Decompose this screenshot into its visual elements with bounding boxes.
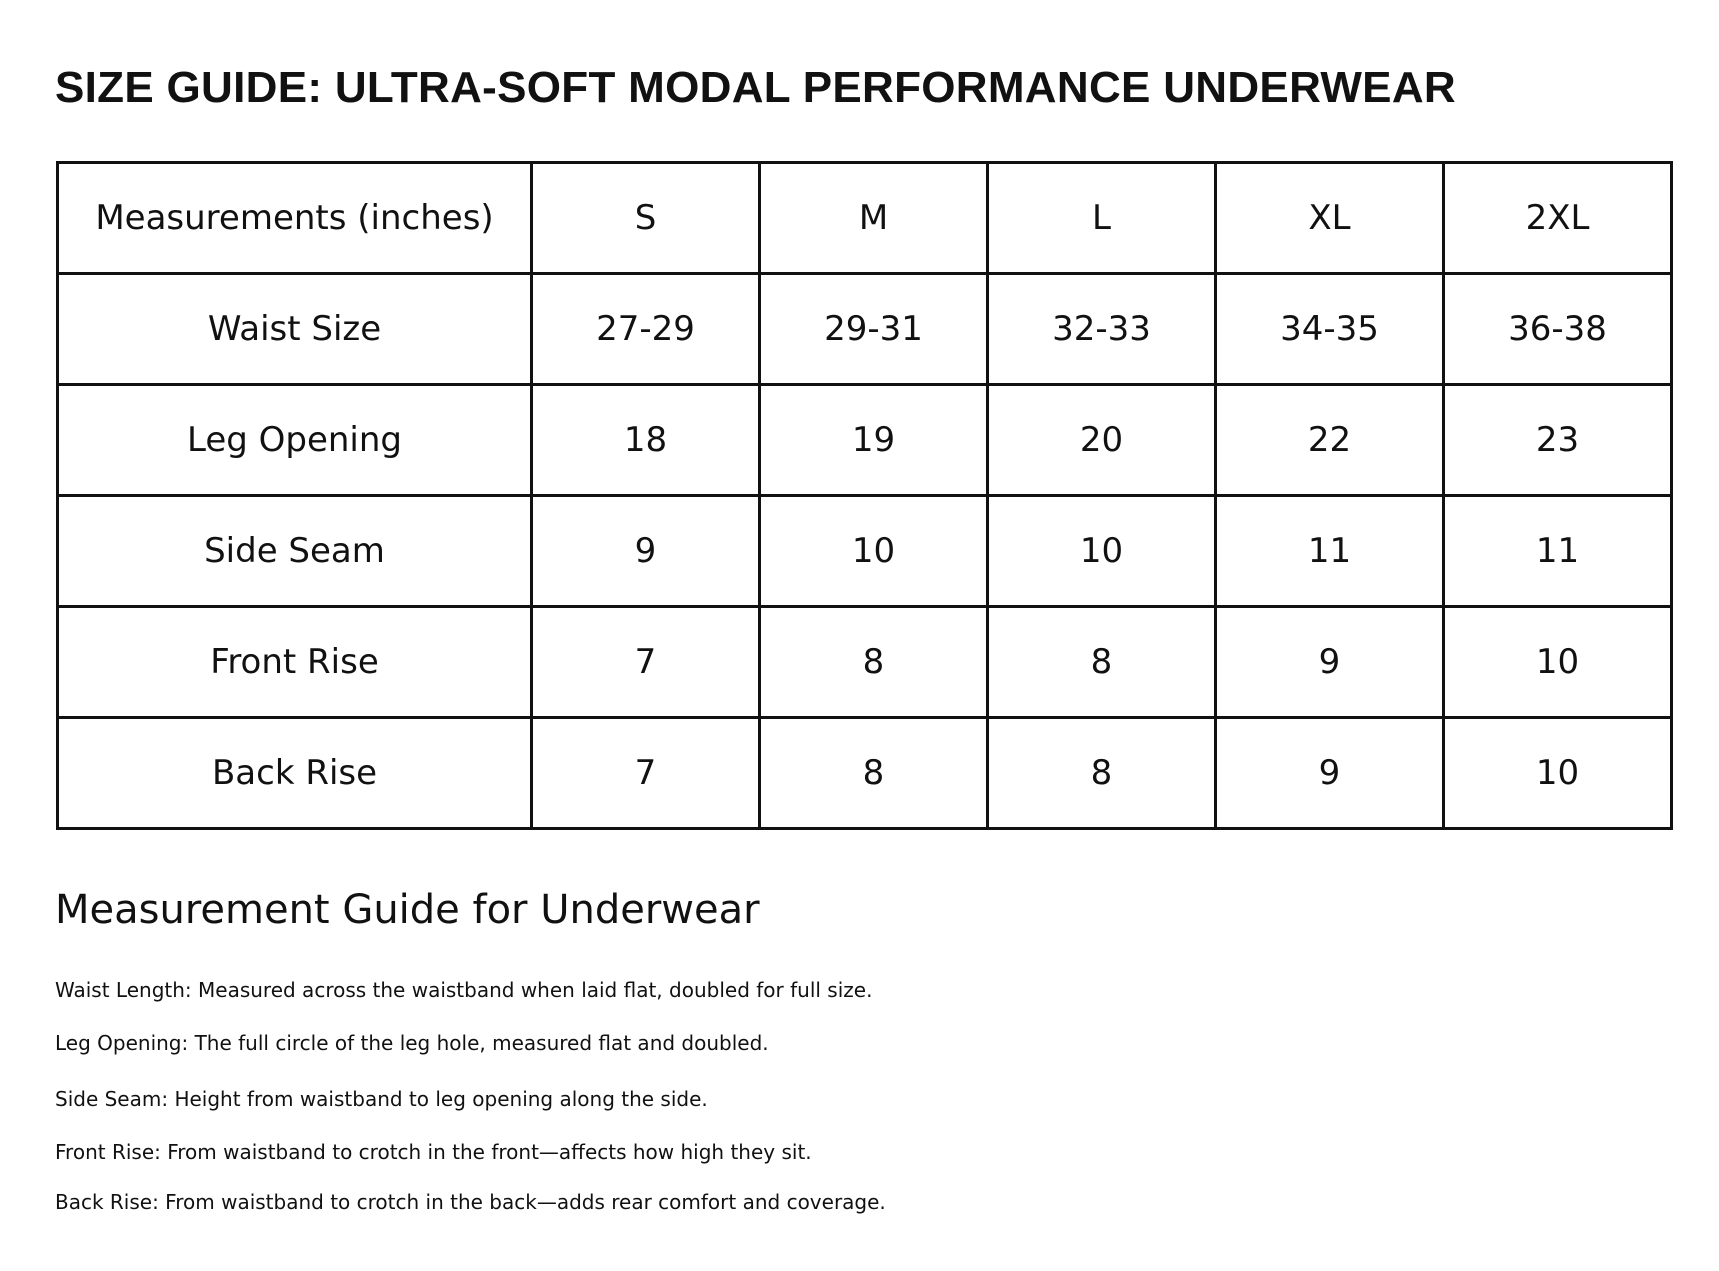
row-label: Back Rise <box>58 718 532 829</box>
measurement-guide-title: Measurement Guide for Underwear <box>55 887 760 933</box>
table-cell: 32-33 <box>988 274 1216 385</box>
header-size-xl: XL <box>1216 163 1444 274</box>
table-cell: 23 <box>1444 385 1672 496</box>
table-row-leg-opening <box>58 385 1672 496</box>
guide-line-side-seam: Side Seam: Height from waistband to leg opening along the side. <box>55 1087 708 1111</box>
guide-line-back-rise: Back Rise: From waistband to crotch in the back—adds rear comfort and coverage. <box>55 1190 886 1214</box>
table-cell: 36-38 <box>1444 274 1672 385</box>
header-size-2xl: 2XL <box>1444 163 1672 274</box>
size-table <box>56 161 1673 830</box>
table-cell: 7 <box>532 607 760 718</box>
table-cell: 27-29 <box>532 274 760 385</box>
header-size-m: M <box>760 163 988 274</box>
guide-line-leg-opening: Leg Opening: The full circle of the leg hole, measured flat and doubled. <box>55 1031 769 1055</box>
table-cell: 18 <box>532 385 760 496</box>
table-cell: 11 <box>1216 496 1444 607</box>
table-cell: 22 <box>1216 385 1444 496</box>
table-cell: 9 <box>1216 718 1444 829</box>
table-cell: 10 <box>1444 607 1672 718</box>
header-measurements: Measurements (inches) <box>58 163 532 274</box>
table-cell: 8 <box>760 607 988 718</box>
table-row-back-rise <box>58 718 1672 829</box>
table-cell: 10 <box>760 496 988 607</box>
page-title: SIZE GUIDE: ULTRA-SOFT MODAL PERFORMANCE UNDERWEAR <box>55 63 1456 112</box>
table-cell: 11 <box>1444 496 1672 607</box>
row-label: Side Seam <box>58 496 532 607</box>
table-cell: 8 <box>760 718 988 829</box>
table-row-waist-size <box>58 274 1672 385</box>
header-size-l: L <box>988 163 1216 274</box>
table-row-side-seam <box>58 496 1672 607</box>
table-cell: 8 <box>988 718 1216 829</box>
table-cell: 9 <box>1216 607 1444 718</box>
row-label: Leg Opening <box>58 385 532 496</box>
table-cell: 10 <box>988 496 1216 607</box>
table-cell: 34-35 <box>1216 274 1444 385</box>
row-label: Front Rise <box>58 607 532 718</box>
guide-line-front-rise: Front Rise: From waistband to crotch in the front—affects how high they sit. <box>55 1140 812 1164</box>
table-cell: 19 <box>760 385 988 496</box>
table-header-row <box>58 163 1672 274</box>
table-cell: 9 <box>532 496 760 607</box>
header-size-s: S <box>532 163 760 274</box>
guide-line-waist-length: Waist Length: Measured across the waistband when laid flat, doubled for full size. <box>55 978 873 1002</box>
table-row-front-rise <box>58 607 1672 718</box>
table-cell: 7 <box>532 718 760 829</box>
table-cell: 20 <box>988 385 1216 496</box>
row-label: Waist Size <box>58 274 532 385</box>
table-cell: 10 <box>1444 718 1672 829</box>
table-cell: 29-31 <box>760 274 988 385</box>
table-cell: 8 <box>988 607 1216 718</box>
